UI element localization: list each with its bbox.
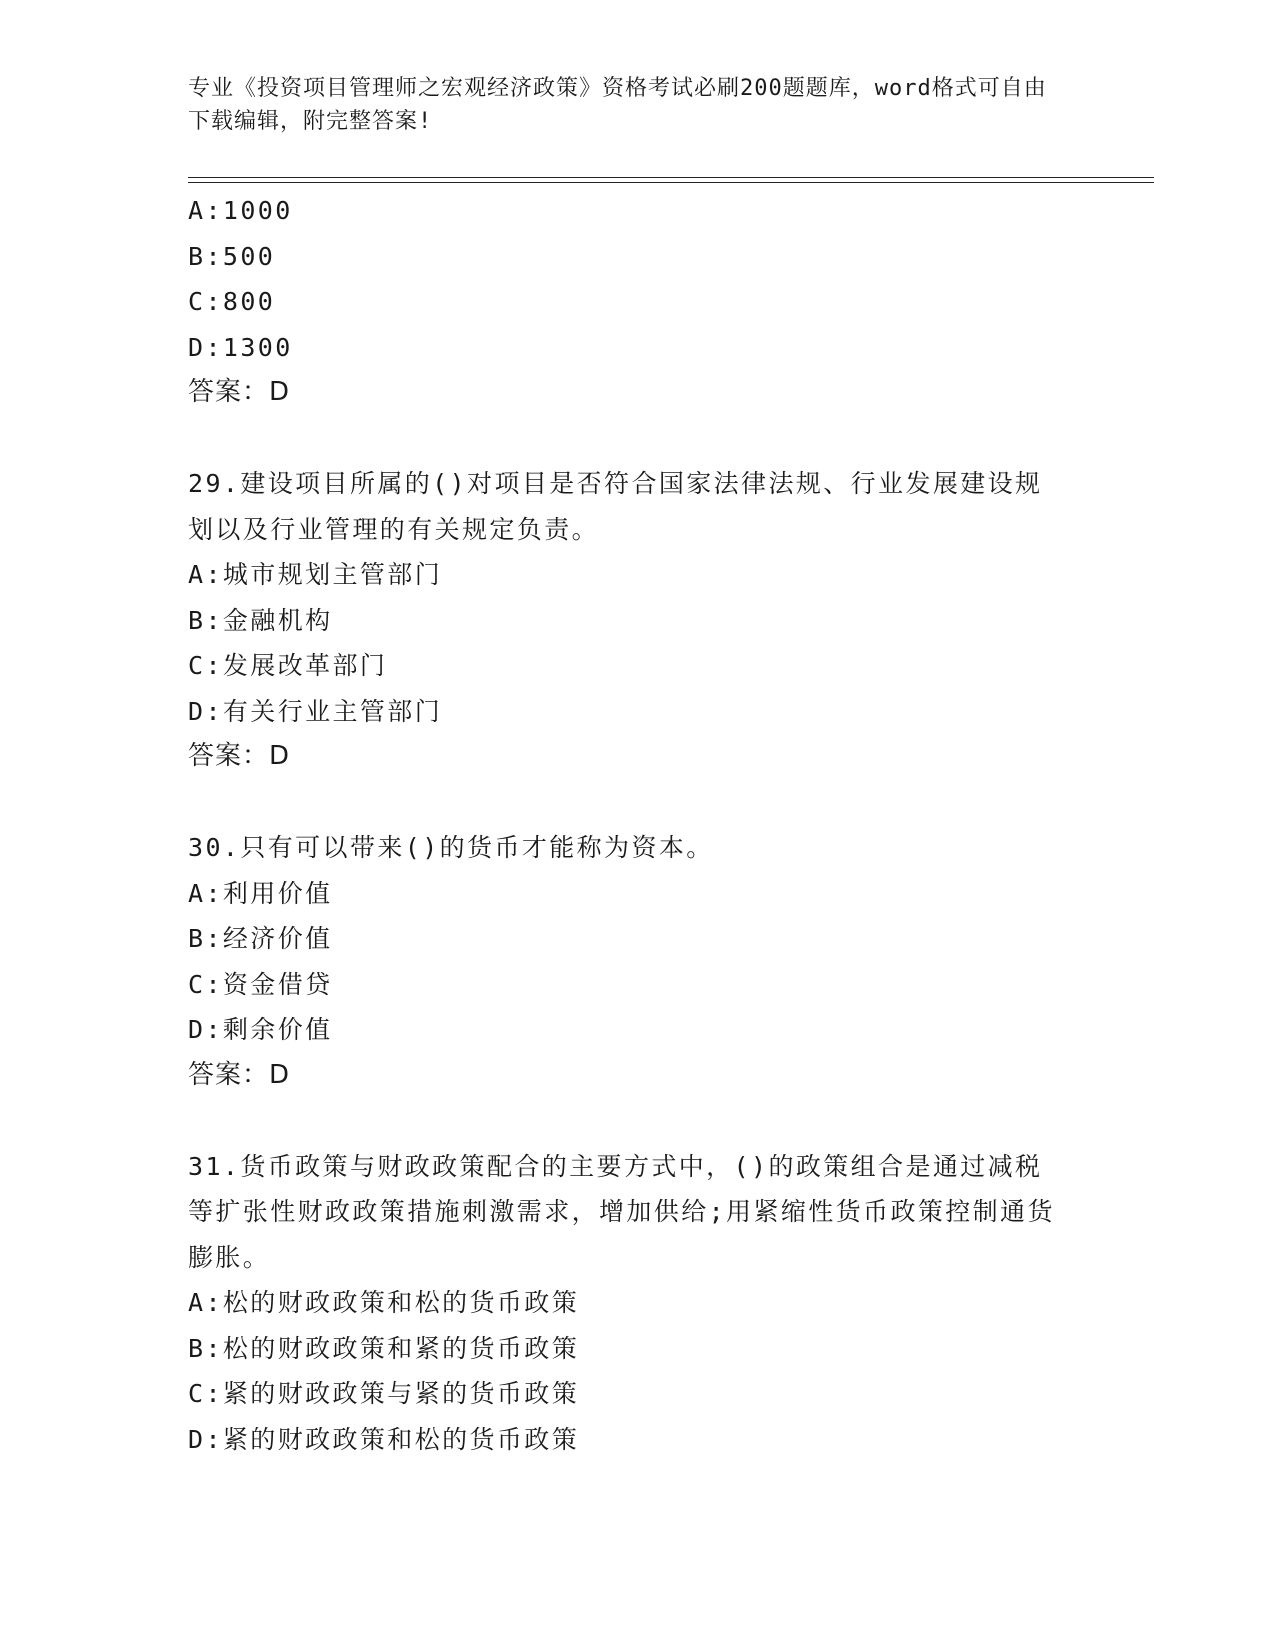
- option-b: B:松的财政政策和紧的货币政策: [188, 1333, 580, 1363]
- spacer: [188, 1098, 1068, 1144]
- question-stem: 30.只有可以带来()的货币才能称为资本。: [188, 833, 714, 862]
- option-a: A:城市规划主管部门: [188, 560, 443, 589]
- header-rule-bottom: [188, 182, 1154, 183]
- option-b: B:经济价值: [188, 924, 333, 953]
- answer-line: 答案：D: [188, 377, 291, 407]
- option-b: B:500: [188, 241, 276, 271]
- option-a: A:1000: [188, 196, 293, 225]
- option-c: C:800: [188, 287, 276, 316]
- question-28: [188, 188, 1068, 416]
- document-header: 专业《投资项目管理师之宏观经济政策》资格考试必刷200题题库，word格式可自由下载编辑，附完整答案!: [188, 76, 1047, 134]
- spacer: [188, 416, 1068, 462]
- answer-line: 答案：D: [188, 741, 291, 771]
- document-page: [188, 0, 1148, 1650]
- question-stem: 29.建设项目所属的()对项目是否符合国家法律法规、行业发展建设规划以及行业管理的有关规定负责。: [188, 469, 1043, 544]
- spacer: [188, 780, 1068, 826]
- option-d: D:1300: [188, 332, 293, 362]
- question-29: [188, 461, 1068, 780]
- option-a: A:松的财政政策和松的货币政策: [188, 1288, 580, 1317]
- answer-line: 答案：D: [188, 1059, 291, 1090]
- document-body: [188, 188, 1068, 1462]
- question-31: [188, 1144, 1068, 1463]
- option-a: A:利用价值: [188, 878, 333, 908]
- option-c: C:资金借贷: [188, 969, 333, 999]
- option-b: B:金融机构: [188, 605, 333, 635]
- header-rule-top: [188, 177, 1154, 178]
- option-d: D:剩余价值: [188, 1015, 333, 1044]
- option-d: D:紧的财政政策和松的货币政策: [188, 1424, 580, 1454]
- question-stem: 31.货币政策与财政政策配合的主要方式中，()的政策组合是通过减税等扩张性财政政策措施刺激需求，增加供给;用紧缩性货币政策控制通货膨胀。: [188, 1151, 1055, 1272]
- option-c: C:紧的财政政策与紧的货币政策: [188, 1379, 580, 1408]
- question-30: [188, 825, 1068, 1098]
- option-d: D:有关行业主管部门: [188, 696, 443, 726]
- option-c: C:发展改革部门: [188, 651, 388, 680]
